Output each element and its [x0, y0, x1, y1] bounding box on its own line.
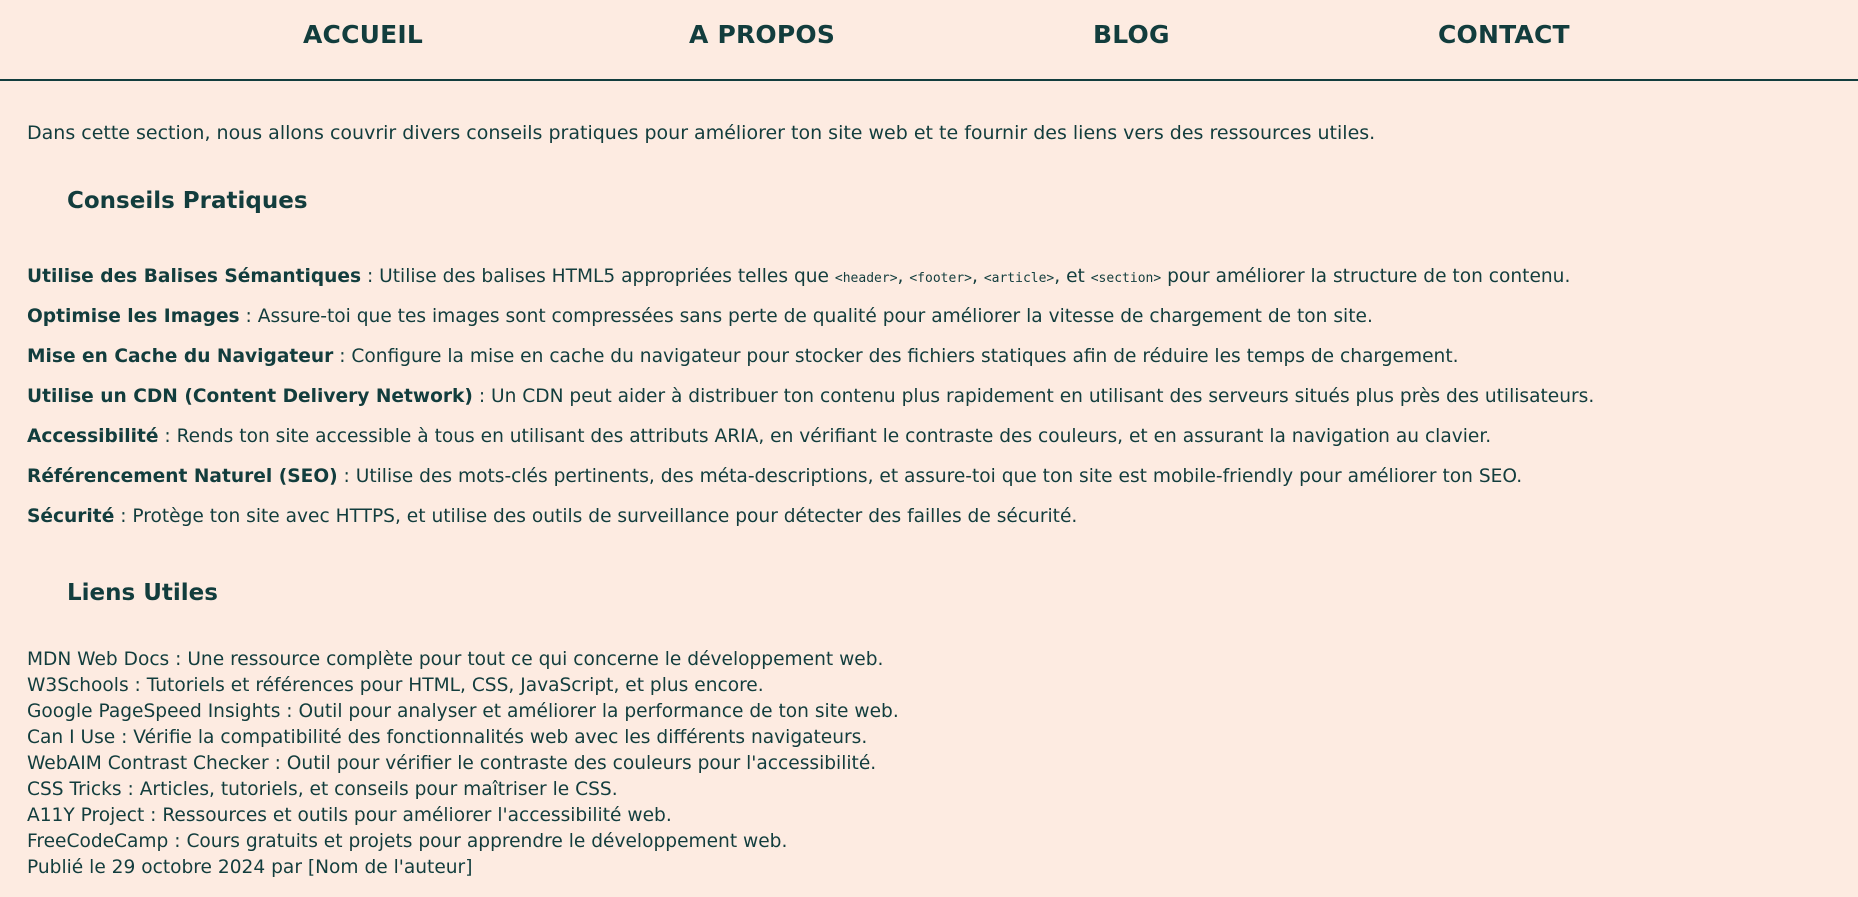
link-item	[27, 649, 899, 675]
link-a11y-project[interactable]: A11Y Project	[27, 805, 145, 826]
tip-text: : Protège ton site avec HTTPS, et utilise des outils de surveillance pour détecter des failles de sécurité.	[114, 506, 1078, 527]
tip-item	[27, 466, 1594, 506]
nav-link-blog[interactable]: BLOG	[1093, 20, 1170, 49]
link-mdn[interactable]: MDN Web Docs	[27, 649, 170, 670]
published-info: Publié le 29 octobre 2024 par [Nom de l'auteur]	[27, 857, 473, 878]
link-item	[27, 753, 899, 779]
tip-text: : Configure la mise en cache du navigateur pour stocker des fichiers statiques afin de réduire les temps de chargement.	[333, 346, 1459, 367]
tip-text: : Assure-toi que tes images sont compressées sans perte de qualité pour améliorer la vitesse de chargement de ton site.	[239, 306, 1373, 327]
link-w3schools[interactable]: W3Schools	[27, 675, 129, 696]
main-navigation	[0, 0, 1858, 81]
nav-link-contact[interactable]: CONTACT	[1438, 20, 1570, 49]
link-pagespeed[interactable]: Google PageSpeed Insights	[27, 701, 281, 722]
liens-heading: Liens Utiles	[67, 580, 218, 606]
tip-item	[27, 506, 1594, 546]
link-description: : Outil pour analyser et améliorer la performance de ton site web.	[280, 701, 899, 722]
link-item	[27, 831, 899, 857]
link-css-tricks[interactable]: CSS Tricks	[27, 779, 122, 800]
link-description: : Outil pour vérifier le contraste des couleurs pour l'accessibilité.	[268, 753, 877, 774]
code-section: <section>	[1090, 271, 1162, 286]
links-list	[27, 649, 899, 857]
code-header: <header>	[834, 271, 898, 286]
conseils-heading: Conseils Pratiques	[67, 188, 308, 214]
tip-title: Utilise des Balises Sémantiques	[27, 266, 362, 287]
link-caniuse[interactable]: Can I Use	[27, 727, 116, 748]
tip-title: Accessibilité	[27, 426, 159, 447]
tip-text: : Rends ton site accessible à tous en utilisant des attributs ARIA, en vérifiant le contraste des couleurs, et en assurant la navigation au clavier.	[158, 426, 1492, 447]
link-description: : Cours gratuits et projets pour apprendre le développement web.	[168, 831, 788, 852]
link-item	[27, 727, 899, 753]
nav-link-a-propos[interactable]: A PROPOS	[689, 20, 836, 49]
tip-item	[27, 346, 1594, 386]
link-description: : Articles, tutoriels, et conseils pour maîtriser le CSS.	[121, 779, 618, 800]
tip-item	[27, 426, 1594, 466]
separator: ,	[971, 266, 984, 287]
tip-text: : Utilise des balises HTML5 appropriées telles que	[361, 266, 835, 287]
link-item	[27, 675, 899, 701]
intro-paragraph: Dans cette section, nous allons couvrir divers conseils pratiques pour améliorer ton site web et te fournir des liens vers des ressources utiles.	[27, 122, 1376, 144]
code-footer: <footer>	[909, 271, 972, 286]
tip-item	[27, 306, 1594, 346]
tip-item	[27, 266, 1594, 306]
tip-text: : Un CDN peut aider à distribuer ton contenu plus rapidement en utilisant des serveurs situés plus près des utilisateurs.	[472, 386, 1595, 407]
tip-text-end: pour améliorer la structure de ton contenu.	[1161, 266, 1571, 287]
tip-title: Optimise les Images	[27, 306, 240, 327]
tip-item	[27, 386, 1594, 426]
separator: ,	[897, 266, 910, 287]
link-description: : Ressources et outils pour améliorer l'accessibilité web.	[144, 805, 672, 826]
tips-list	[27, 266, 1594, 546]
link-item	[27, 805, 899, 831]
separator: , et	[1054, 266, 1091, 287]
tip-title: Sécurité	[27, 506, 115, 527]
link-description: : Tutoriels et références pour HTML, CSS, JavaScript, et plus encore.	[128, 675, 764, 696]
tip-title: Utilise un CDN (Content Delivery Network)	[27, 386, 473, 407]
link-freecodecamp[interactable]: FreeCodeCamp	[27, 831, 169, 852]
tip-title: Référencement Naturel (SEO)	[27, 466, 338, 487]
link-description: : Une ressource complète pour tout ce qui concerne le développement web.	[169, 649, 884, 670]
link-item	[27, 779, 899, 805]
link-webaim[interactable]: WebAIM Contrast Checker	[27, 753, 269, 774]
tip-text: : Utilise des mots-clés pertinents, des méta-descriptions, et assure-toi que ton site est mobile-friendly pour améliorer ton SEO.	[337, 466, 1523, 487]
tip-title: Mise en Cache du Navigateur	[27, 346, 334, 367]
nav-link-accueil[interactable]: ACCUEIL	[303, 20, 424, 49]
code-article: <article>	[983, 271, 1055, 286]
link-item	[27, 701, 899, 727]
link-description: : Vérifie la compatibilité des fonctionnalités web avec les différents navigateurs.	[115, 727, 868, 748]
